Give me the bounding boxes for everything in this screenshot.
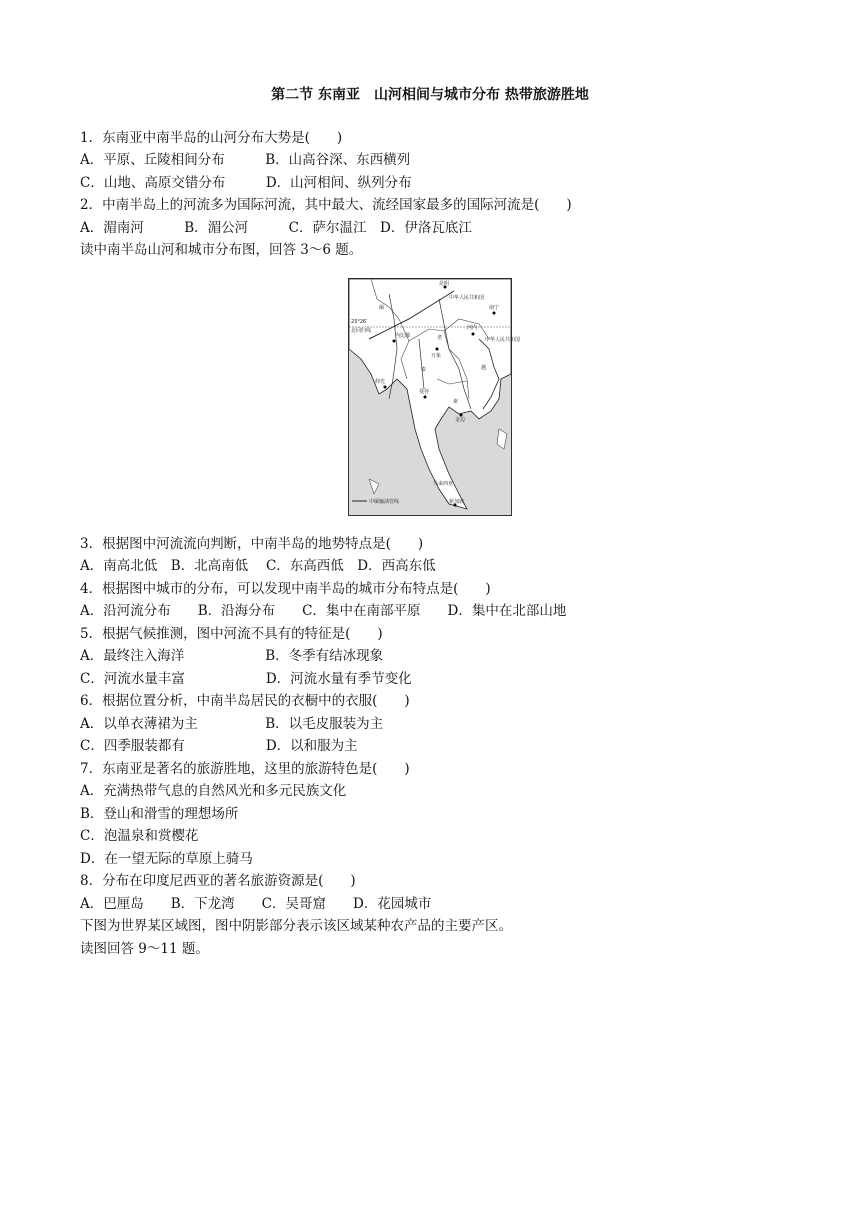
legend-pipeline: 中缅输油管线 [369,499,400,505]
label-yangon: 仰光 [375,379,386,385]
label-china: 中华人民共和国 [449,295,485,301]
question-2: 2．中南半岛上的河流多为国际河流，其中最大、流经国家最多的国际河流是( ) [80,197,572,213]
question-7: 7．东南亚是著名的旅游胜地，这里的旅游特色是( ) [80,761,410,777]
q1-options-cd: C．山地、高原交错分布 D．山河相间、纵列分布 [80,175,412,191]
q3-options: A．南高北低 B．北高南低 C．东高西低 D．西高东低 [80,558,436,574]
q7-option-d: D．在一望无际的草原上骑马 [80,851,253,867]
q7-option-a: A．充满热带气息的自然风光和多元民族文化 [80,783,347,799]
indochina-map [348,278,521,516]
q5-options-ab: A．最终注入海洋 B．冬季有结冰现象 [80,648,384,664]
label-nanning: 南宁 [489,305,500,311]
label-vientiane: 万象 [431,353,442,359]
q6-options-ab: A．以单衣薄裙为主 B．以毛皮服装为主 [80,716,384,732]
region-intro: 下图为世界某区域图，图中阴影部分表示该区域某种农产品的主要产区。 [80,918,512,934]
label-malaysia: 马来西亚 [433,481,454,487]
label-vietnam: 越 [481,365,487,371]
question-5: 5．根据气候推测，图中河流不具有的特征是( ) [80,626,383,642]
question-1: 1．东南亚中南半岛的山河分布大势是( ) [80,130,343,146]
label-cambodia: 柬 [453,399,459,405]
page-title: 第二节 东南亚 山河相间与城市分布 热带旅游胜地 [271,87,589,103]
question-8: 8．分布在印度尼西亚的著名旅游资源是( ) [80,873,356,889]
region-instruction: 读图回答 9～11 题。 [80,941,209,957]
q2-options: A．湄南河 B．湄公河 C．萨尔温江 D．伊洛瓦底江 [80,220,472,236]
label-laos: 老 [437,335,443,341]
label-thailand: 泰 [421,367,427,373]
question-4: 4．根据图中城市的分布，可以发现中南半岛的城市分布特点是( ) [80,581,491,597]
label-lat: 23°26′ [351,319,368,325]
label-myanmar: 缅 [379,305,385,311]
q5-options-cd: C．河流水量丰富 D．河流水量有季节变化 [80,671,412,687]
question-6: 6．根据位置分析，中南半岛居民的衣橱中的衣服( ) [80,693,410,709]
label-tropic: 北回归线 [351,328,372,334]
q7-option-b: B．登山和滑雪的理想场所 [80,806,239,822]
q8-options: A．巴厘岛 B．下龙湾 C．吴哥窟 D．花园城市 [80,896,432,912]
label-phnompenh: 金边 [455,417,466,423]
label-hanoi: 河内 [467,325,478,331]
map-instruction: 读中南半岛山河和城市分布图，回答 3～6 题。 [80,242,363,258]
label-naypyidaw: 内比都 [395,333,411,339]
label-singapore: 新加坡 [449,499,465,505]
label-kunming: 昆明 [439,281,450,287]
label-china2: 中华人民共和国 [485,337,521,343]
question-3: 3．根据图中河流流向判断，中南半岛的地势特点是( ) [80,536,424,552]
q7-option-c: C．泡温泉和赏樱花 [80,828,199,844]
q4-options: A．沿河流分布 B．沿海分布 C．集中在南部平原 D．集中在北部山地 [80,603,567,619]
label-bangkok: 曼谷 [419,389,430,395]
q6-options-cd: C．四季服装都有 D．以和服为主 [80,738,358,754]
q1-options-ab: A．平原、丘陵相间分布 B．山高谷深、东西横列 [80,152,411,168]
